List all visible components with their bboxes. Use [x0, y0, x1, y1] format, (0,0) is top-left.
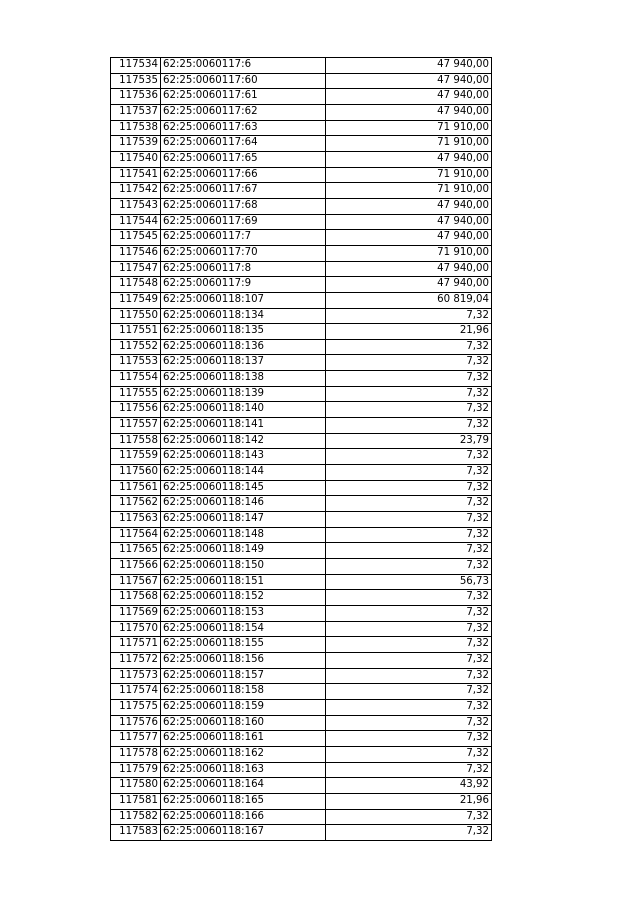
value-cell: 7,32	[326, 590, 492, 606]
row-number-cell: 117576	[111, 715, 161, 731]
row-number-cell: 117569	[111, 605, 161, 621]
cadastral-number-cell: 62:25:0060118:140	[161, 402, 326, 418]
cadastral-number-cell: 62:25:0060117:8	[161, 261, 326, 277]
row-number-cell: 117570	[111, 621, 161, 637]
cadastral-number-cell: 62:25:0060118:160	[161, 715, 326, 731]
row-number-cell: 117535	[111, 73, 161, 89]
table-row	[111, 151, 492, 167]
row-number-cell: 117565	[111, 543, 161, 559]
table-row	[111, 512, 492, 528]
cadastral-number-cell: 62:25:0060118:163	[161, 762, 326, 778]
value-cell: 7,32	[326, 731, 492, 747]
cadastral-number-cell: 62:25:0060117:62	[161, 104, 326, 120]
row-number-cell: 117581	[111, 793, 161, 809]
row-number-cell: 117547	[111, 261, 161, 277]
cadastral-number-cell: 62:25:0060117:64	[161, 136, 326, 152]
table-row	[111, 386, 492, 402]
table-row	[111, 480, 492, 496]
table-row	[111, 198, 492, 214]
row-number-cell: 117551	[111, 324, 161, 340]
table-row	[111, 762, 492, 778]
value-cell: 47 940,00	[326, 73, 492, 89]
value-cell: 7,32	[326, 746, 492, 762]
value-cell: 7,32	[326, 762, 492, 778]
table-row	[111, 590, 492, 606]
row-number-cell: 117540	[111, 151, 161, 167]
value-cell: 7,32	[326, 543, 492, 559]
table-row	[111, 104, 492, 120]
table-row	[111, 778, 492, 794]
value-cell: 60 819,04	[326, 292, 492, 308]
row-number-cell: 117555	[111, 386, 161, 402]
cadastral-number-cell: 62:25:0060117:65	[161, 151, 326, 167]
row-number-cell: 117538	[111, 120, 161, 136]
table-row	[111, 699, 492, 715]
cadastral-number-cell: 62:25:0060118:159	[161, 699, 326, 715]
row-number-cell: 117549	[111, 292, 161, 308]
cadastral-number-cell: 62:25:0060117:9	[161, 277, 326, 293]
value-cell: 7,32	[326, 418, 492, 434]
cadastral-number-cell: 62:25:0060118:158	[161, 684, 326, 700]
value-cell: 47 940,00	[326, 58, 492, 74]
cadastral-number-cell: 62:25:0060118:138	[161, 371, 326, 387]
value-cell: 47 940,00	[326, 89, 492, 105]
table-row	[111, 652, 492, 668]
row-number-cell: 117554	[111, 371, 161, 387]
row-number-cell: 117550	[111, 308, 161, 324]
table-row	[111, 277, 492, 293]
table-row	[111, 746, 492, 762]
value-cell: 47 940,00	[326, 277, 492, 293]
table-row	[111, 73, 492, 89]
value-cell: 71 910,00	[326, 183, 492, 199]
value-cell: 7,32	[326, 386, 492, 402]
cadastral-number-cell: 62:25:0060118:149	[161, 543, 326, 559]
cadastral-number-cell: 62:25:0060118:151	[161, 574, 326, 590]
cadastral-number-cell: 62:25:0060117:60	[161, 73, 326, 89]
cadastral-number-cell: 62:25:0060118:157	[161, 668, 326, 684]
row-number-cell: 117557	[111, 418, 161, 434]
row-number-cell: 117537	[111, 104, 161, 120]
table-row	[111, 58, 492, 74]
cadastral-number-cell: 62:25:0060118:134	[161, 308, 326, 324]
cadastral-number-cell: 62:25:0060118:146	[161, 496, 326, 512]
table-row	[111, 715, 492, 731]
table-row	[111, 809, 492, 825]
value-cell: 71 910,00	[326, 245, 492, 261]
value-cell: 7,32	[326, 637, 492, 653]
table-row	[111, 527, 492, 543]
cadastral-number-cell: 62:25:0060118:144	[161, 465, 326, 481]
row-number-cell: 117558	[111, 433, 161, 449]
row-number-cell: 117559	[111, 449, 161, 465]
value-cell: 7,32	[326, 339, 492, 355]
row-number-cell: 117563	[111, 512, 161, 528]
cadastral-number-cell: 62:25:0060117:67	[161, 183, 326, 199]
value-cell: 7,32	[326, 465, 492, 481]
value-cell: 47 940,00	[326, 198, 492, 214]
table-row	[111, 418, 492, 434]
cadastral-number-cell: 62:25:0060118:161	[161, 731, 326, 747]
value-cell: 43,92	[326, 778, 492, 794]
row-number-cell: 117544	[111, 214, 161, 230]
row-number-cell: 117571	[111, 637, 161, 653]
value-cell: 7,32	[326, 449, 492, 465]
cadastral-number-cell: 62:25:0060118:139	[161, 386, 326, 402]
value-cell: 7,32	[326, 559, 492, 575]
row-number-cell: 117546	[111, 245, 161, 261]
table-row	[111, 559, 492, 575]
table-row	[111, 371, 492, 387]
row-number-cell: 117579	[111, 762, 161, 778]
value-cell: 7,32	[326, 527, 492, 543]
row-number-cell: 117573	[111, 668, 161, 684]
table-row	[111, 324, 492, 340]
row-number-cell: 117542	[111, 183, 161, 199]
row-number-cell: 117572	[111, 652, 161, 668]
value-cell: 7,32	[326, 621, 492, 637]
row-number-cell: 117578	[111, 746, 161, 762]
cadastral-number-cell: 62:25:0060118:148	[161, 527, 326, 543]
cadastral-number-cell: 62:25:0060118:167	[161, 825, 326, 841]
table-row	[111, 167, 492, 183]
row-number-cell: 117582	[111, 809, 161, 825]
table-body	[111, 58, 492, 841]
table-row	[111, 825, 492, 841]
cadastral-number-cell: 62:25:0060118:155	[161, 637, 326, 653]
table-row	[111, 355, 492, 371]
cadastral-number-cell: 62:25:0060118:147	[161, 512, 326, 528]
cadastral-number-cell: 62:25:0060117:7	[161, 230, 326, 246]
cadastral-number-cell: 62:25:0060118:152	[161, 590, 326, 606]
value-cell: 47 940,00	[326, 151, 492, 167]
table-row	[111, 496, 492, 512]
value-cell: 23,79	[326, 433, 492, 449]
value-cell: 7,32	[326, 699, 492, 715]
value-cell: 7,32	[326, 809, 492, 825]
cadastral-number-cell: 62:25:0060118:142	[161, 433, 326, 449]
table-row	[111, 449, 492, 465]
value-cell: 7,32	[326, 308, 492, 324]
value-cell: 7,32	[326, 605, 492, 621]
cadastral-number-cell: 62:25:0060117:66	[161, 167, 326, 183]
row-number-cell: 117575	[111, 699, 161, 715]
value-cell: 7,32	[326, 480, 492, 496]
row-number-cell: 117539	[111, 136, 161, 152]
cadastral-number-cell: 62:25:0060117:68	[161, 198, 326, 214]
value-cell: 47 940,00	[326, 230, 492, 246]
table-row	[111, 261, 492, 277]
table-row	[111, 668, 492, 684]
row-number-cell: 117548	[111, 277, 161, 293]
value-cell: 7,32	[326, 652, 492, 668]
table-row	[111, 120, 492, 136]
cadastral-number-cell: 62:25:0060118:143	[161, 449, 326, 465]
row-number-cell: 117556	[111, 402, 161, 418]
cadastral-number-cell: 62:25:0060117:63	[161, 120, 326, 136]
row-number-cell: 117552	[111, 339, 161, 355]
value-cell: 56,73	[326, 574, 492, 590]
table-row	[111, 245, 492, 261]
value-cell: 7,32	[326, 496, 492, 512]
table-row	[111, 433, 492, 449]
cadastral-number-cell: 62:25:0060118:136	[161, 339, 326, 355]
value-cell: 7,32	[326, 715, 492, 731]
table-row	[111, 183, 492, 199]
table-row	[111, 637, 492, 653]
cadastral-number-cell: 62:25:0060118:137	[161, 355, 326, 371]
value-cell: 47 940,00	[326, 261, 492, 277]
cadastral-number-cell: 62:25:0060118:156	[161, 652, 326, 668]
value-cell: 7,32	[326, 402, 492, 418]
row-number-cell: 117567	[111, 574, 161, 590]
table-row	[111, 793, 492, 809]
table-row	[111, 136, 492, 152]
value-cell: 7,32	[326, 684, 492, 700]
value-cell: 7,32	[326, 512, 492, 528]
table-row	[111, 89, 492, 105]
value-cell: 71 910,00	[326, 120, 492, 136]
value-cell: 21,96	[326, 324, 492, 340]
cadastral-number-cell: 62:25:0060118:154	[161, 621, 326, 637]
value-cell: 71 910,00	[326, 167, 492, 183]
table-row	[111, 465, 492, 481]
table-row	[111, 574, 492, 590]
table-row	[111, 684, 492, 700]
cadastral-number-cell: 62:25:0060118:135	[161, 324, 326, 340]
table-row	[111, 230, 492, 246]
table-row	[111, 621, 492, 637]
row-number-cell: 117568	[111, 590, 161, 606]
cadastral-number-cell: 62:25:0060118:162	[161, 746, 326, 762]
cadastral-number-cell: 62:25:0060117:69	[161, 214, 326, 230]
value-cell: 7,32	[326, 825, 492, 841]
cadastral-number-cell: 62:25:0060118:164	[161, 778, 326, 794]
cadastral-number-cell: 62:25:0060117:70	[161, 245, 326, 261]
cadastral-number-cell: 62:25:0060118:165	[161, 793, 326, 809]
cadastral-number-cell: 62:25:0060118:150	[161, 559, 326, 575]
row-number-cell: 117541	[111, 167, 161, 183]
table-row	[111, 292, 492, 308]
row-number-cell: 117553	[111, 355, 161, 371]
table-row	[111, 214, 492, 230]
cadastral-number-cell: 62:25:0060118:166	[161, 809, 326, 825]
row-number-cell: 117577	[111, 731, 161, 747]
value-cell: 47 940,00	[326, 214, 492, 230]
row-number-cell: 117534	[111, 58, 161, 74]
value-cell: 47 940,00	[326, 104, 492, 120]
value-cell: 21,96	[326, 793, 492, 809]
row-number-cell: 117543	[111, 198, 161, 214]
cadastral-number-cell: 62:25:0060118:153	[161, 605, 326, 621]
value-cell: 7,32	[326, 371, 492, 387]
row-number-cell: 117560	[111, 465, 161, 481]
value-cell: 71 910,00	[326, 136, 492, 152]
table-row	[111, 402, 492, 418]
table-row	[111, 543, 492, 559]
cadastral-number-cell: 62:25:0060118:107	[161, 292, 326, 308]
row-number-cell: 117562	[111, 496, 161, 512]
cadastral-number-cell: 62:25:0060117:61	[161, 89, 326, 105]
table-row	[111, 308, 492, 324]
value-cell: 7,32	[326, 668, 492, 684]
row-number-cell: 117561	[111, 480, 161, 496]
row-number-cell: 117580	[111, 778, 161, 794]
table-row	[111, 339, 492, 355]
cadastral-number-cell: 62:25:0060117:6	[161, 58, 326, 74]
row-number-cell: 117545	[111, 230, 161, 246]
row-number-cell: 117574	[111, 684, 161, 700]
table-row	[111, 605, 492, 621]
cadastral-number-cell: 62:25:0060118:145	[161, 480, 326, 496]
row-number-cell: 117564	[111, 527, 161, 543]
value-cell: 7,32	[326, 355, 492, 371]
table-row	[111, 731, 492, 747]
cadastral-number-cell: 62:25:0060118:141	[161, 418, 326, 434]
row-number-cell: 117536	[111, 89, 161, 105]
row-number-cell: 117566	[111, 559, 161, 575]
cadastral-value-table	[110, 57, 492, 841]
row-number-cell: 117583	[111, 825, 161, 841]
